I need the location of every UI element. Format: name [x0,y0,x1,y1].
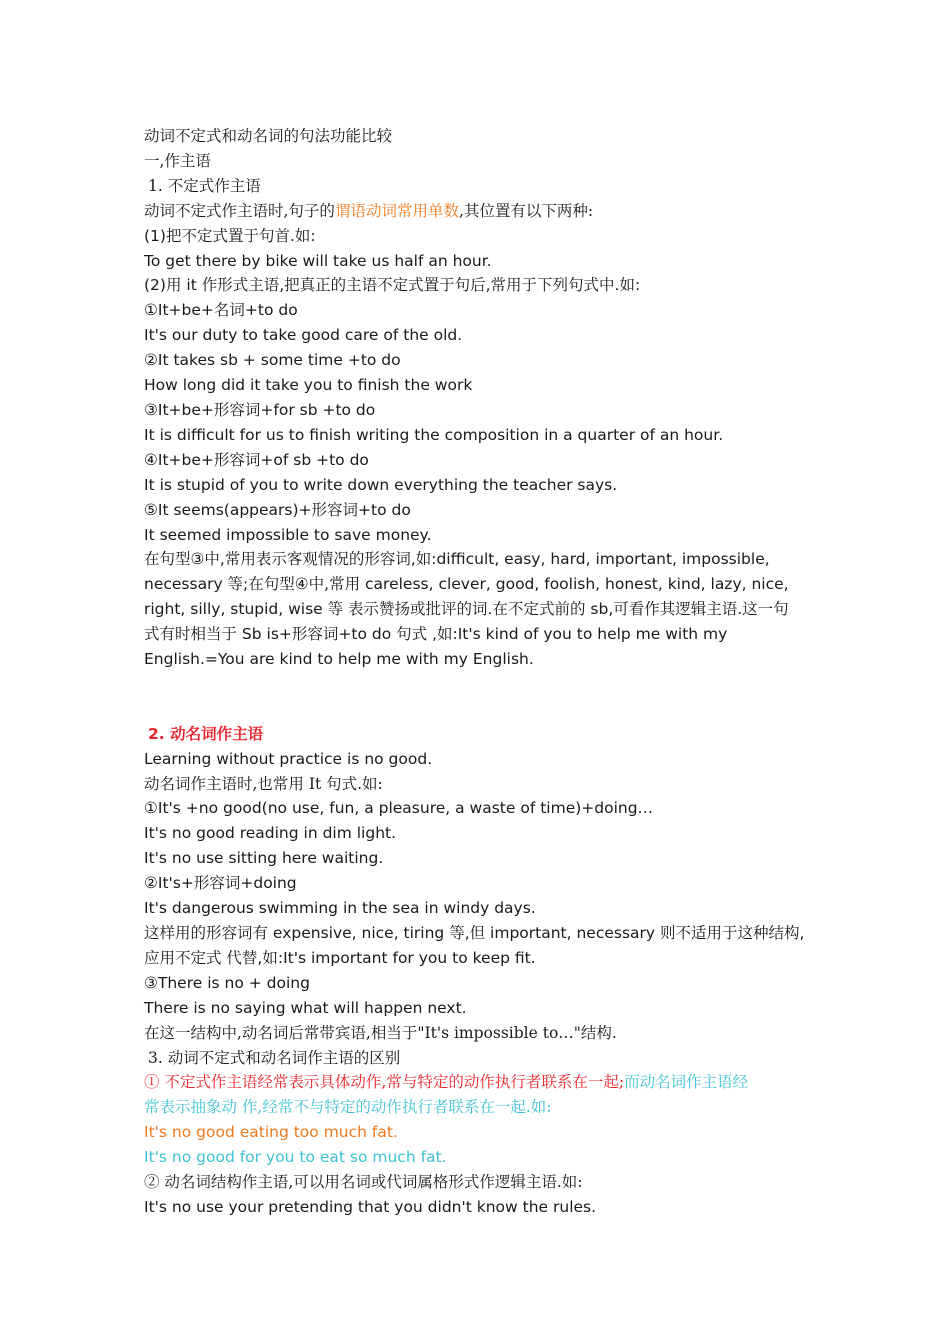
spacer [144,672,824,722]
pattern-2-example: How long did it take you to finish the work [144,376,473,395]
gerund-pattern-3: ③There is no + doing [144,973,310,992]
pattern-4-example: It is stupid of you to write down everything the teacher says. [144,475,618,494]
note-line-3: right, silly, stupid, wise 等 表示赞扬或批评的词.在不定式前的 sb,可看作其逻辑主语.这一句 [144,600,789,619]
pattern-1: ①It+be+名词+to do [144,301,298,320]
document-body [144,124,824,1220]
gerund-intro: 动名词作主语时,也常用 It 句式.如: [144,774,383,793]
intro-text: 动词不定式作主语时,句子的 [144,201,335,220]
rule-2: (2)用 it 作形式主语,把真正的主语不定式置于句后,常用于下列句式中.如: [144,276,641,295]
point-1-concrete: ① 不定式作主语经常表示具体动作,常与特定的动作执行者联系在一起; [144,1073,625,1092]
highlight-singular-verb: 谓语动词常用单数 [334,201,459,220]
difference-point-2: ② 动名词结构作主语,可以用名词或代词属格形式作逻辑主语.如: [144,1173,583,1192]
gerund-pattern-1-example-2: It's no use sitting here waiting. [144,849,384,868]
gerund-pattern-2: ②It's+形容词+doing [144,874,297,893]
pattern-5: ⑤It seems(appears)+形容词+to do [144,500,411,519]
point-1-abstract: 而动名词作主语经 [624,1073,749,1092]
gerund-note-line-1: 这样用的形容词有 expensive, nice, tiring 等,但 important, necessary 则不适用于这种结构, [144,923,805,942]
note-line-4: 式有时相当于 Sb is+形容词+to do 句式 ,如:It's kind of you to help me with my [144,625,728,644]
sub-heading-difference: 3. 动词不定式和动名词作主语的区别 [148,1048,401,1067]
doc-title: 动词不定式和动名词的句法功能比较 [144,127,393,145]
gerund-example: Learning without practice is no good. [144,749,433,768]
difference-example-gerund: It's no good eating too much fat. [144,1123,398,1142]
section-heading-subject: 一,作主语 [144,151,211,170]
infinitive-intro [144,199,824,224]
rule-1-example: To get there by bike will take us half an hour. [144,251,492,270]
difference-point-2-example: It's no use your pretending that you didn't know the rules. [144,1197,597,1216]
gerund-pattern-2-example: It's dangerous swimming in the sea in windy days. [144,899,536,918]
pattern-3: ③It+be+形容词+for sb +to do [144,400,376,419]
sub-heading-gerund: 2. 动名词作主语 [148,724,264,743]
pattern-3-example: It is difficult for us to finish writing the composition in a quarter of an hour. [144,425,724,444]
difference-point-1-cont: 常表示抽象动 作,经常不与特定的动作执行者联系在一起.如: [144,1098,552,1117]
note-line-2: necessary 等;在句型④中,常用 careless, clever, good, foolish, honest, kind, lazy, nice, [144,575,789,594]
rule-1: (1)把不定式置于句首.如: [144,226,316,245]
difference-example-infinitive: It's no good for you to eat so much fat. [144,1148,447,1167]
pattern-2: ②It takes sb + some time +to do [144,351,401,370]
gerund-pattern-1: ①It's +no good(no use, fun, a pleasure, a waste of time)+doing… [144,799,654,818]
note-line-5: English.=You are kind to help me with my English. [144,650,534,669]
gerund-pattern-1-example-1: It's no good reading in dim light. [144,824,397,843]
sub-heading-infinitive: 1. 不定式作主语 [148,176,261,195]
gerund-note-line-2: 应用不定式 代替,如:It's important for you to keep fit. [144,948,536,967]
gerund-pattern-3-note: 在这一结构中,动名词后常带宾语,相当于"It's impossible to…"结构. [144,1023,617,1042]
difference-point-1 [144,1070,824,1095]
note-line-1: 在句型③中,常用表示客观情况的形容词,如:difficult, easy, hard, important, impossible, [144,550,770,569]
gerund-pattern-3-example: There is no saying what will happen next. [144,998,467,1017]
pattern-1-example: It's our duty to take good care of the old. [144,326,463,345]
intro-text-end: ,其位置有以下两种: [458,201,594,220]
pattern-5-example: It seemed impossible to save money. [144,525,432,544]
pattern-4: ④It+be+形容词+of sb +to do [144,450,369,469]
